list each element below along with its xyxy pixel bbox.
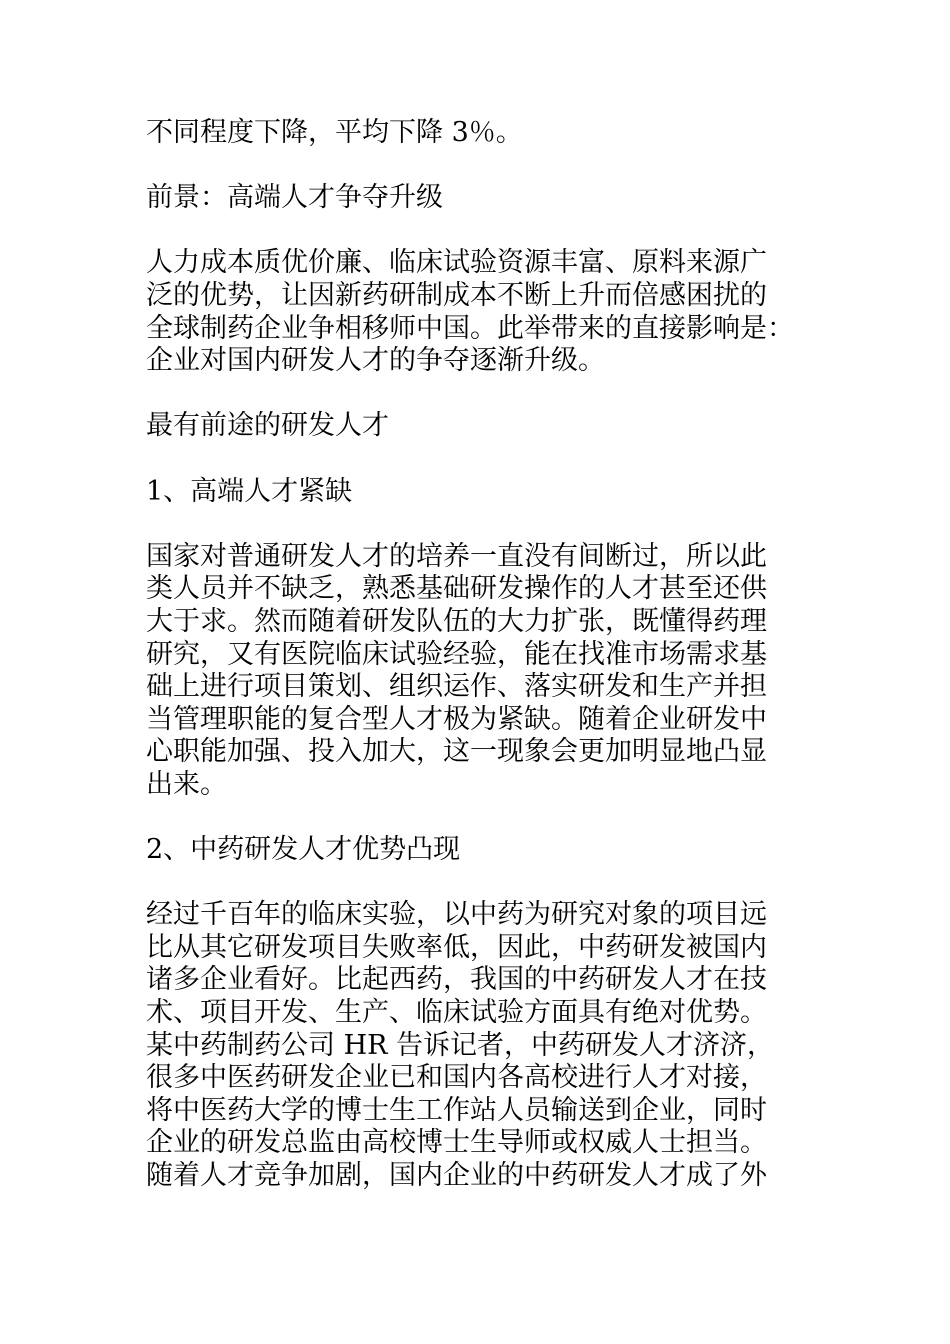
text-line: 础上进行项目策划、组织运作、落实研发和生产并担 [146,671,767,703]
text-line: 出来。 [146,768,227,800]
text-line: 企业的研发总监由高校博士生导师或权威人士担当。 [146,1127,767,1159]
text-line: 研究，又有医院临床试验经验，能在找准市场需求基 [146,638,767,670]
heading-item-1 [146,476,826,509]
text-line: 心职能加强、投入加大，这一现象会更加明显地凸显 [146,736,767,768]
text-line: 全球制药企业争相移师中国。此举带来的直接影响是： [146,312,794,344]
text-line: 国家对普通研发人才的培养一直没有间断过，所以此 [146,540,767,572]
text-line: 当管理职能的复合型人才极为紧缺。随着企业研发中 [146,703,767,735]
paragraph-price-decline [146,117,826,150]
text-line: 前景：高端人才争夺升级 [146,182,443,214]
paragraph-talent-competition [146,247,826,377]
text-line: 随着人才竞争加剧，国内企业的中药研发人才成了外 [146,1160,767,1191]
document-page [146,117,826,1193]
heading-outlook [146,182,826,215]
text-line: 不同程度下降，平均下降 3％。 [146,117,523,148]
paragraph-tcm-talent [146,899,826,1192]
text-line: 诸多企业看好。比起西药，我国的中药研发人才在技 [146,964,767,996]
text-line: 术、项目开发、生产、临床试验方面具有绝对优势。 [146,997,767,1029]
text-line: 企业对国内研发人才的争夺逐渐升级。 [146,345,605,377]
text-line: 大于求。然而随着研发队伍的大力扩张，既懂得药理 [146,605,767,637]
text-line: 最有前途的研发人才 [146,410,389,442]
heading-item-2 [146,834,826,867]
text-line: 1、高端人才紧缺 [146,475,353,507]
text-line: 泛的优势，让因新药研制成本不断上升而倍感困扰的 [146,279,767,311]
heading-promising-talent [146,410,826,443]
text-line: 将中医药大学的博士生工作站人员输送到企业，同时 [146,1094,767,1126]
text-line: 比从其它研发项目失败率低，因此，中药研发被国内 [146,931,767,963]
text-line: 某中药制药公司 HR 告诉记者，中药研发人才济济， [146,1029,775,1061]
paragraph-high-end-shortage [146,541,826,802]
text-line: 类人员并不缺乏，熟悉基础研发操作的人才甚至还供 [146,573,767,605]
text-line: 经过千百年的临床实验，以中药为研究对象的项目远 [146,899,767,931]
text-line: 人力成本质优价廉、临床试验资源丰富、原料来源广 [146,247,767,279]
text-line: 2、中药研发人才优势凸现 [146,834,461,866]
text-line: 很多中医药研发企业已和国内各高校进行人才对接， [146,1062,767,1094]
